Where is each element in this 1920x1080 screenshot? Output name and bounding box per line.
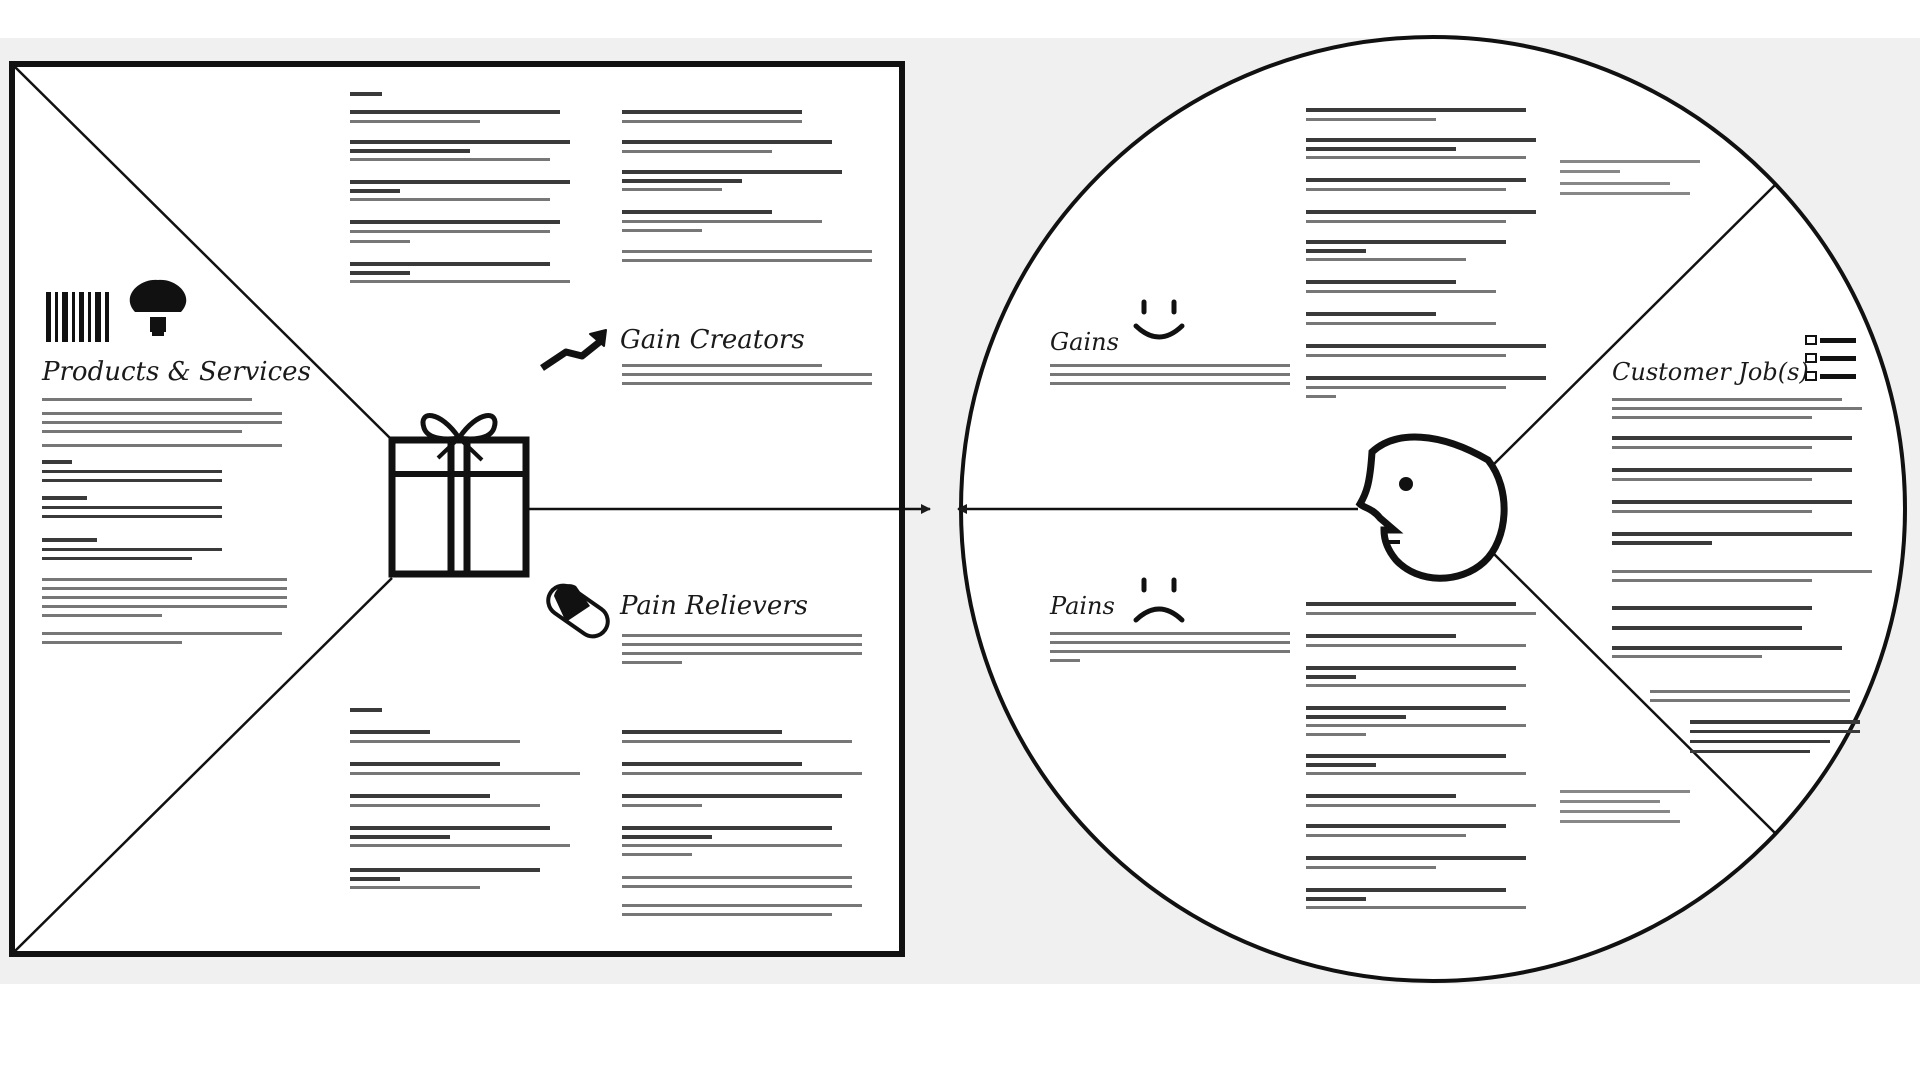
value-map [12,64,930,954]
gains-title: Gains [1050,328,1119,356]
products-services-title: Products & Services [42,357,311,387]
customer-profile [958,37,1905,981]
gain-creators-title: Gain Creators [620,325,805,355]
pains-title: Pains [1050,592,1115,620]
customer-jobs-title: Customer Job(s) [1612,358,1809,386]
pain-relievers-title: Pain Relievers [620,591,808,621]
gift-icon [392,416,526,574]
